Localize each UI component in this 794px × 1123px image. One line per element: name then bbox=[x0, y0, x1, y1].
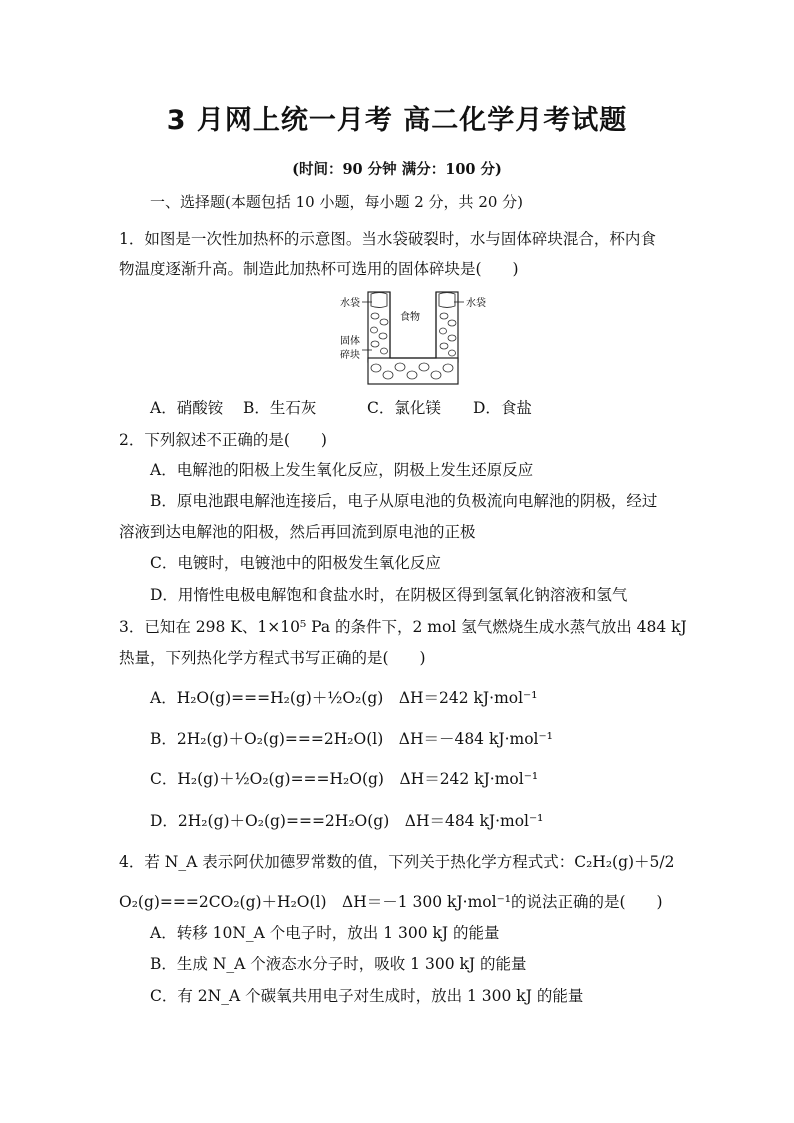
diagram-label-food: 食物 bbox=[400, 312, 420, 323]
q2-option-b-line1: B．原电池跟电解池连接后，电子从原电池的负极流向电解池的阴极，经过 bbox=[150, 492, 658, 510]
q1-option-a: A．硝酸铵 bbox=[150, 399, 224, 417]
q1-option-c: C．氯化镁 bbox=[367, 399, 441, 417]
diagram-label-solid-1: 固体 bbox=[340, 336, 360, 347]
exam-subtitle: (时间：90 分钟 满分：100 分) bbox=[292, 161, 502, 178]
q4-option-a: A．转移 10N_A 个电子时，放出 1 300 kJ 的能量 bbox=[150, 924, 500, 942]
q3-stem-line1: 3．已知在 298 K、1×10⁵ Pa 的条件下，2 mol 氢气燃烧生成水蒸气放出 484 kJ bbox=[119, 618, 687, 636]
q2-option-d: D．用惰性电极电解饱和食盐水时，在阴极区得到氢氧化钠溶液和氢气 bbox=[150, 586, 628, 604]
q3-option-b: B．2H₂(g)＋O₂(g)===2H₂O(l) ΔH＝－484 kJ·mol⁻¹ bbox=[150, 730, 553, 748]
section-heading: 一、选择题(本题包括 10 小题，每小题 2 分，共 20 分) bbox=[150, 193, 524, 211]
diagram-label-water-bag-left: 水袋 bbox=[340, 298, 360, 309]
diagram-label-water-bag-right: 水袋 bbox=[466, 298, 486, 309]
q1-stem-line2: 物温度逐渐升高。制造此加热杯可选用的固体碎块是( ) bbox=[119, 260, 519, 278]
q1-option-b: B．生石灰 bbox=[243, 399, 317, 417]
q2-option-c: C．电镀时，电镀池中的阳极发生氧化反应 bbox=[150, 554, 441, 572]
q1-option-d: D．食盐 bbox=[473, 399, 532, 417]
q4-stem-line1: 4．若 N_A 表示阿伏加德罗常数的值，下列关于热化学方程式式：C₂H₂(g)＋5/2 bbox=[119, 853, 675, 871]
diagram-label-solid-2: 碎块 bbox=[340, 350, 360, 361]
exam-title: 3 月网上统一月考 高二化学月考试题 bbox=[166, 105, 628, 136]
q1-stem-line1: 1．如图是一次性加热杯的示意图。当水袋破裂时，水与固体碎块混合，杯内食 bbox=[119, 230, 656, 248]
q2-option-a: A．电解池的阳极上发生氧化反应，阴极上发生还原反应 bbox=[150, 461, 534, 479]
q2-stem: 2．下列叙述不正确的是( ) bbox=[119, 431, 327, 449]
q2-option-b-line2: 溶液到达电解池的阳极，然后再回流到原电池的正极 bbox=[119, 523, 476, 541]
q4-option-c: C．有 2N_A 个碳氧共用电子对生成时，放出 1 300 kJ 的能量 bbox=[150, 987, 584, 1005]
q3-stem-line2: 热量，下列热化学方程式书写正确的是( ) bbox=[119, 649, 426, 667]
q4-stem-line2: O₂(g)===2CO₂(g)＋H₂O(l) ΔH＝－1 300 kJ·mol⁻¹的说法正确的是( ) bbox=[119, 893, 663, 911]
q3-option-a: A．H₂O(g)===H₂(g)＋½O₂(g) ΔH＝242 kJ·mol⁻¹ bbox=[150, 689, 538, 707]
heating-cup-diagram bbox=[340, 288, 500, 394]
q3-option-c: C．H₂(g)＋½O₂(g)===H₂O(g) ΔH＝242 kJ·mol⁻¹ bbox=[150, 770, 539, 788]
q3-option-d: D．2H₂(g)＋O₂(g)===2H₂O(g) ΔH＝484 kJ·mol⁻¹ bbox=[150, 812, 544, 830]
q4-option-b: B．生成 N_A 个液态水分子时，吸收 1 300 kJ 的能量 bbox=[150, 955, 527, 973]
